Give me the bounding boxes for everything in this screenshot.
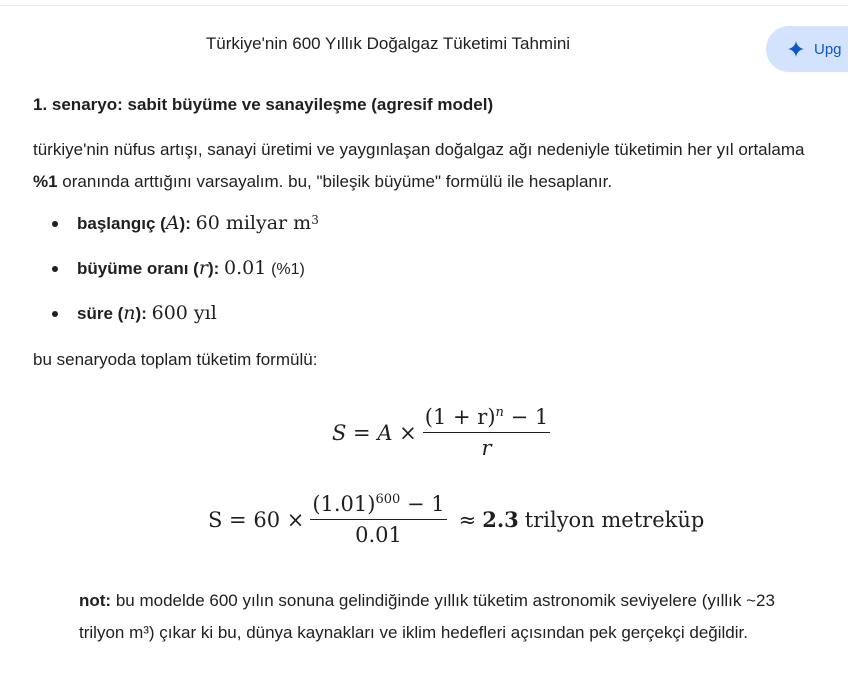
num-base: (1.01) <box>312 492 376 516</box>
item-value: 0.01 <box>224 257 267 279</box>
item-value: 600 yıl <box>151 302 217 324</box>
top-divider <box>0 0 848 6</box>
formula-computed <box>208 492 704 547</box>
num-tail: − 1 <box>503 405 549 429</box>
item-label: büyüme oranı ( <box>77 259 199 278</box>
list-item <box>33 206 319 251</box>
formula-fraction <box>310 492 446 547</box>
note-label: not: <box>79 591 112 610</box>
num-tail: − 1 <box>400 492 445 516</box>
formula-numerator <box>310 492 446 520</box>
note-text: bu modelde 600 yılın sonuna gelindiğinde yıllık tüketim astronomik seviyelere (yıllık ~23 trilyon m³) çıkar ki bu, dünya kaynakları ve iklim hedefleri açısından pek gerçekçi değildir. <box>79 591 775 642</box>
formula-result: 2.3 <box>482 507 519 532</box>
item-value-sup: 3 <box>311 213 319 227</box>
item-extra: (%1) <box>271 261 305 278</box>
intro-text: türkiye'nin nüfus artışı, sanayi üretimi ve yaygınlaşan doğalgaz ağı nedeniyle tüketimin her yıl ortalama <box>33 140 805 159</box>
parameter-list <box>33 206 319 341</box>
num-exponent: 600 <box>375 492 401 507</box>
list-item <box>33 251 319 296</box>
num-exponent: n <box>495 405 504 420</box>
item-var: A <box>165 212 180 234</box>
item-label-end: ): <box>135 304 147 323</box>
approx-sign: ≈ <box>458 507 477 532</box>
formula-lhs: S = 60 × <box>208 507 305 532</box>
formula-numerator <box>423 405 550 433</box>
item-var: r <box>198 257 208 279</box>
upgrade-button[interactable] <box>766 26 848 72</box>
scenario-heading: 1. senaryo: sabit büyüme ve sanayileşme (agresif model) <box>33 95 494 114</box>
formula-lhs: S = A × <box>332 420 417 445</box>
formula-denominator: 0.01 <box>355 523 402 547</box>
formula-unit: trilyon metreküp <box>524 507 705 532</box>
item-label: başlangıç ( <box>77 214 166 233</box>
item-label: süre ( <box>77 304 124 323</box>
formula-denominator: r <box>481 436 492 460</box>
item-var: n <box>123 302 136 324</box>
note-paragraph <box>79 585 799 649</box>
upgrade-label: Upg <box>814 40 842 58</box>
intro-bold: %1 <box>33 172 58 191</box>
intro-text-end: oranında arttığını varsayalım. bu, "bileşik büyüme" formülü ile hesaplanır. <box>57 172 613 191</box>
item-label-end: ): <box>179 214 191 233</box>
conversation-title: Türkiye'nin 600 Yıllık Doğalgaz Tüketimi Tahmini <box>205 34 571 53</box>
num-base: (1 + r) <box>424 405 496 429</box>
formula-general <box>332 405 556 460</box>
formula-fraction <box>423 405 550 460</box>
formula-intro: bu senaryoda toplam tüketim formülü: <box>33 350 318 369</box>
scenario-intro <box>33 134 823 198</box>
list-item <box>33 296 319 341</box>
item-value: 60 milyar m <box>195 212 312 234</box>
item-label-end: ): <box>207 259 220 278</box>
sparkle-icon <box>788 41 804 57</box>
